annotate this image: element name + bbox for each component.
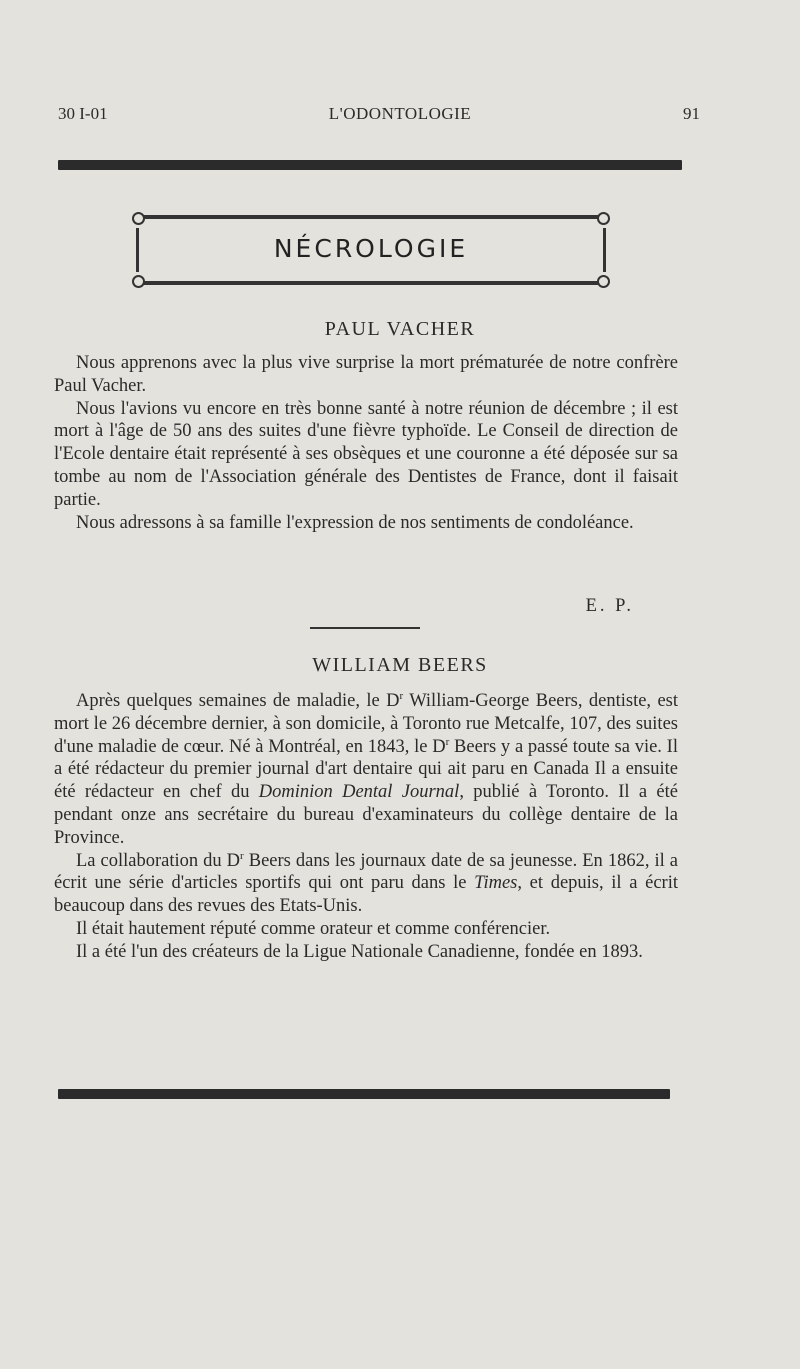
text-run: Beers y a passé toute sa vie. Il a été rédacteur du premier journal d'art dentaire qui ait paru en Canada Il a ensuite été rédacteur en chef du [54,736,678,803]
obituary-heading-beers: WILLIAM BEERS [312,654,488,676]
superscript: r [240,849,244,862]
top-ornamental-rule [58,160,682,170]
superscript: r [445,735,450,748]
frame-corner-ornament [597,275,610,288]
text-run: William-George Beers, dentiste, est mort le 26 décembre dernier, à son domicile, à Toronto rue Metcalfe, 107, des suites d'une maladie de cœur. Né à Montréal, en 1843, le D [54,691,678,757]
paragraph: Il a été l'un des créateurs de la Ligue Nationale Canadienne, fondée en 1893. [76,941,643,962]
text-run: Après quelques semaines de maladie, le D [76,691,400,711]
paragraph: Nous apprenons avec la plus vive surprise la mort prématurée de notre confrère Paul Vacher. [54,353,678,396]
running-head [0,104,800,132]
section-title-frame [132,212,610,288]
frame-corner-ornament [132,275,145,288]
paragraph [54,850,678,918]
separator-rule [310,627,420,629]
obituary-body-vacher [54,352,678,534]
page-number: 91 [683,104,700,123]
obituary-heading-vacher: PAUL VACHER [324,318,476,340]
obituary-body-beers [54,690,678,964]
text-run: Beers dans les journaux date de sa jeunesse. En 1862, il a écrit une série d'articles sportifs qui ont paru dans le [54,850,678,894]
bottom-ornamental-rule [58,1089,670,1099]
journal-name: Dominion Dental Journal [258,782,460,803]
paragraph [54,690,678,850]
paragraph: Il était hautement réputé comme orateur et comme conférencier. [76,918,551,939]
frame-corner-ornament [132,212,145,225]
newspaper-name: Times [474,873,518,894]
frame-bottom-bar [138,281,604,285]
journal-title: L'ODONTOLOGIE [328,104,472,123]
paragraph: Nous adressons à sa famille l'expression de nos sentiments de condoléance. [76,512,634,533]
frame-corner-ornament [597,212,610,225]
paragraph: Nous l'avions vu encore en très bonne santé à notre réunion de décembre ; il est mort à l'âge de 50 ans des suites d'une fièvre typhoïde. Le Conseil de direction de l'Ecole dentaire était représenté à ses obsèques et une couronne a été déposée sur sa tombe au nom de l'Association générale des Dentistes de France, dont il faisait partie. [54,398,678,510]
signature: E. P. [585,596,634,616]
text-run: , et depuis, il a écrit beaucoup dans des revues des Etats-Unis. [54,873,678,917]
text-run: La collaboration du D [76,850,241,871]
frame-top-bar [138,215,604,219]
superscript: r [399,689,404,702]
section-title: NÉCROLOGIE [273,234,469,263]
text-run: , publié à Toronto. Il a été pendant onze ans secrétaire du bureau d'examinateurs du collège dentaire de la Province. [54,782,678,848]
issue-date: 30 I-01 [58,104,108,123]
